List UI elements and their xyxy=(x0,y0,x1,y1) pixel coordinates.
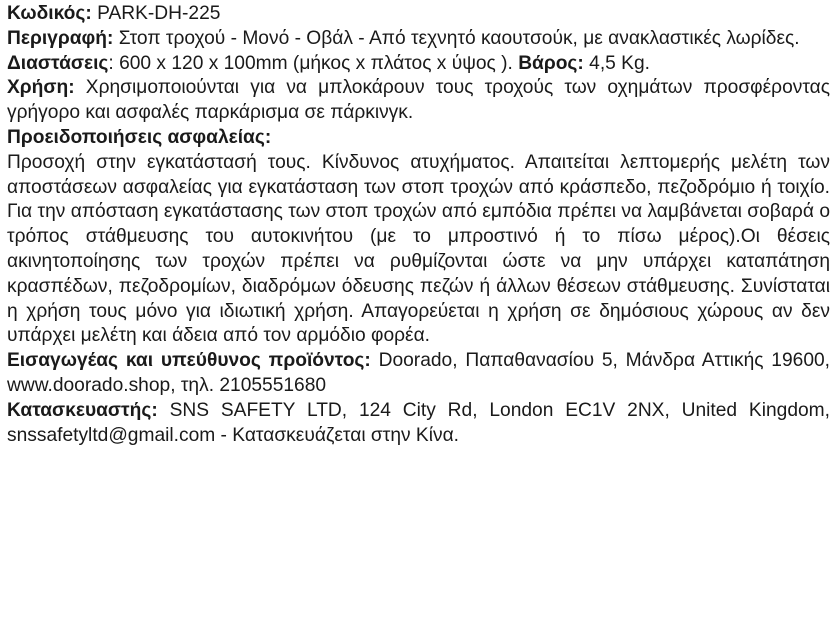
dimensions-label: Διαστάσεις xyxy=(7,52,109,74)
usage-paragraph xyxy=(7,76,830,126)
importer-paragraph xyxy=(7,349,830,399)
importer-value: Doorado, Παπαθανασίου 5, Μάνδρα Αττικής 19600, www.doorado.shop, τηλ. 2105551680 xyxy=(7,350,830,396)
code-value: PARK-DH-225 xyxy=(97,3,221,24)
safety-text: Προσοχή στην εγκατάστασή τους. Κίνδυνος ατυχήματος. Απαιτείται λεπτομερής μελέτη των αποστάσεων ασφαλείας για εγκατάσταση των στοπ τροχών από κράσπεδο, πεζοδρόμιο ή τοιχίο. Για την απόσταση εγκατάστασης των στοπ τροχών από εμπόδια πρέπει να λαμβάνεται σοβαρά ο τρόπος στάθμευσης του αυτοκινήτου (με το μπροστινό ή το πίσω μέρος).Οι θέσεις ακινητοποίησης των τροχών πρέπει να ρυθμίζονται ώστε να μην υπάρχει καταπάτηση κρασπέδων, πεζοδρομίων, διαδρόμων όδευσης πεζών ή άλλων θέσεων στάθμευσης. Συνίσταται η χρήση τους μόνο για ιδιωτική χρήση. Απαγορεύεται η χρήση σε δημόσιους χώρους αν δεν υπάρχει μελέτη και άδεια από τον αρμόδιο φορέα. xyxy=(7,151,830,347)
weight-label: Βάρος: xyxy=(518,52,584,74)
manufacturer-label: Κατασκευαστής: xyxy=(7,399,158,421)
safety-heading: Προειδοποιήσεις ασφαλείας: xyxy=(7,126,272,148)
manufacturer-value: SNS SAFETY LTD, 124 City Rd, London EC1V 2NX, United Kingdom, snssafetyltd@gmail.com - Κατασκευάζεται στην Κίνα. xyxy=(7,399,830,446)
dimensions-value: : 600 x 120 x 100mm (μήκος x πλάτος x ύψος ). xyxy=(108,52,513,74)
importer-label: Εισαγωγέας και υπεύθυνος προϊόντος: xyxy=(7,350,371,372)
description-line xyxy=(7,27,830,52)
description-value: Στοπ τροχού - Μονό - Οβάλ - Από τεχνητό καουτσούκ, με ανακλαστικές λωρίδες. xyxy=(118,27,800,49)
usage-value: Χρησιμοποιούνται για να μπλοκάρουν τους τροχούς των οχημάτων προσφέροντας γρήγορο και ασφαλές παρκάρισμα σε πάρκινγκ. xyxy=(7,77,830,124)
usage-label: Χρήση: xyxy=(7,77,75,99)
dimensions-line xyxy=(7,52,830,77)
code-line xyxy=(7,2,830,27)
manufacturer-paragraph xyxy=(7,399,830,449)
weight-value: 4,5 Kg. xyxy=(589,52,650,74)
code-label: Κωδικός: xyxy=(7,3,92,24)
description-label: Περιγραφή: xyxy=(7,27,114,49)
